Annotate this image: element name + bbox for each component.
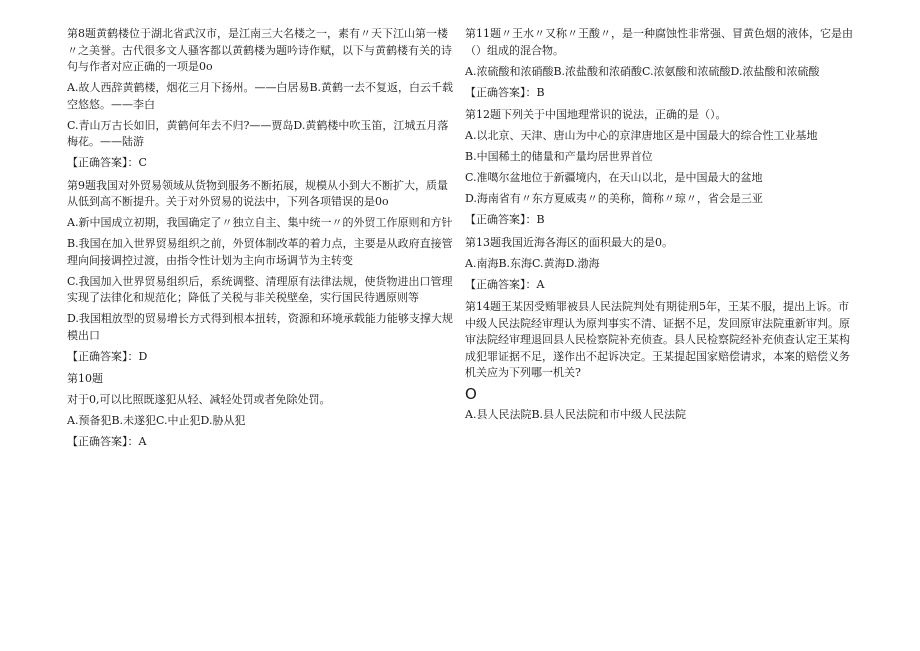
q9-answer: 【正确答案】：D [67,349,148,363]
q13-answer: 【正确答案】：A [465,277,545,291]
q13-stem: 第13题我国近海各海区的面积最大的是0。 [465,235,673,249]
q11-stem: 第11题〃王水〃又称〃王酸〃，是一种腐蚀性非常强、冒黄色烟的液体，它是由（）组成的混合物。 [465,27,853,57]
left-column [67,26,455,457]
q9-option-d: D.我国粗放型的贸易增长方式得到根本扭转，资源和环境承载能力能够支撑大规模出口 [67,312,453,342]
q8-option-ab: A.故人西辞黄鹤楼，烟花三月下扬州。——白居易B.黄鹤一去不复返，白云千载空悠悠。——李白 [67,81,454,111]
q10-answer: 【正确答案】：A [67,435,147,448]
q8-answer: 【正确答案】：C [67,156,147,169]
q14-mark: O [465,385,477,403]
q12-option-b: B.中国稀土的储量和产量均居世界首位 [465,150,653,163]
q9-option-a: A.新中国成立初期，我国确定了〃独立自主、集中统一〃的外贸工作原则和方针 [67,216,453,229]
q8-option-cd: C.青山万古长如旧，黄鹤何年去不归?——贾岛D.黄鹤楼中吹玉笛，江城五月落梅花。——陆游 [67,118,449,148]
q13-options: A.南海B.东海C.黄海D.渤海 [465,256,600,270]
q12-option-d: D.海南省有〃东方夏威夷〃的美称，简称〃琼〃，省会是三亚 [465,192,763,205]
q9-option-b: B.我国在加入世界贸易组织之前，外贸体制改革的着力点，主要是从政府直接管理向间接调控过渡，由指令性计划为主向市场调节为主转变 [67,237,453,267]
q14-stem: 第14题王某因受贿罪被县人民法院判处有期徒刑5年，王某不服，提出上诉。市中级人民法院经审理认为原判事实不清、证据不足，发回原审法院重新审判。原审法院经审理退回县人民检察院补充侦查。县人民检察院经补充侦查认定王某构成犯罪证据不足，遂作出不起诉决定。王某提起国家赔偿请求，本案的赔偿义务机关应为下列哪一机关? [465,300,850,379]
q9-option-c: C.我国加入世界贸易组织后，系统调整、清理原有法律法规，使货物进出口管理实现了法律化和规范化；降低了关税与非关税壁垒，实行国民待遇原则等 [67,274,453,304]
q10-stem: 对于0,可以比照既遂犯从轻、减轻处罚或者免除处罚。 [67,393,331,406]
q11-options: A.浓硫酸和浓硝酸B.浓盐酸和浓硝酸C.浓氨酸和浓硫酸D.浓盐酸和浓硫酸 [465,64,820,78]
q11-answer: 【正确答案】：B [465,85,545,99]
q14-options: A.县人民法院B.县人民法院和市中级人民法院 [465,408,687,421]
q12-option-a: A.以北京、天津、唐山为中心的京津唐地区是中国最大的综合性工业基地 [465,129,818,142]
q10-title: 第10题 [67,372,103,385]
q10-options: A.预备犯B.未遂犯C.中止犯D.胁从犯 [67,414,246,427]
q8-stem: 第8题黄鹤楼位于湖北省武汉市，是江南三大名楼之一，素有〃天下江山第一楼〃之美誉。古代很多文人骚客都以黄鹤楼为题吟诗作赋，以下与黄鹤楼有关的诗句与作者对应正确的一项是0o [67,27,452,73]
q12-answer: 【正确答案】：B [465,213,545,226]
q12-stem: 第12题下列关于中国地理常识的说法，正确的是（）。 [465,108,727,121]
right-column [465,26,857,428]
q12-option-c: C.准噶尔盆地位于新疆境内，在天山以北，是中国最大的盆地 [465,171,763,184]
q9-stem: 第9题我国对外贸易领域从货物到服务不断拓展，规模从小到大不断扩大，质量从低到高不断提升。关于对外贸易的说法中，下列各项错误的是0o [67,178,448,208]
